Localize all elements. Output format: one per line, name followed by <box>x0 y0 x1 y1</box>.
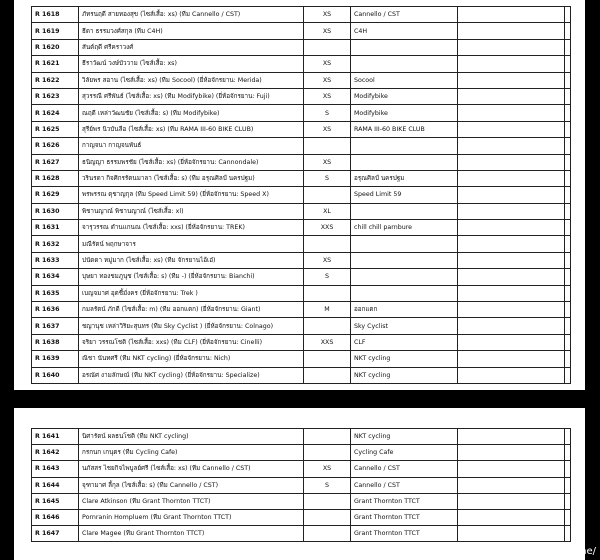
runner-id-cell: R 1621 <box>32 56 79 72</box>
runner-id-cell: R 1643 <box>32 461 79 477</box>
empty-cell <box>565 318 571 334</box>
empty-cell <box>458 493 565 509</box>
runner-name-cell: ณิชา นันทศรี (ทีม NKT cycling) (ยี่ห้อจักรยาน: Nich) <box>79 351 304 367</box>
empty-cell <box>565 334 571 350</box>
team-cell <box>351 154 458 170</box>
runner-id-cell: R 1628 <box>32 170 79 186</box>
table-row <box>32 39 571 55</box>
empty-cell <box>565 72 571 88</box>
shirt-size-cell: XXS <box>304 334 351 350</box>
runner-name-cell: ธีราวัฒน์ วงษ์บัววาม (ไซส์เสื้อ: xs) <box>79 56 304 72</box>
team-cell <box>351 285 458 301</box>
team-cell <box>351 138 458 154</box>
empty-cell <box>565 23 571 39</box>
runner-id-cell: R 1631 <box>32 220 79 236</box>
shirt-size-cell: M <box>304 302 351 318</box>
team-cell: chill chill parnbure <box>351 220 458 236</box>
runner-name-cell: วิลัยพร สอาน (ไซส์เสื้อ: xs) (ทีม Socool) (ยี่ห้อจักรยาน: Merida) <box>79 72 304 88</box>
runner-id-cell: R 1636 <box>32 302 79 318</box>
shirt-size-cell <box>304 285 351 301</box>
shirt-size-cell <box>304 367 351 383</box>
runner-name-cell: ภัทรนฤดี สายทองสุข (ไซส์เสื้อ: xs) (ทีม Cannello / CST) <box>79 7 304 23</box>
runner-id-cell: R 1644 <box>32 477 79 493</box>
empty-cell <box>458 252 565 268</box>
runner-name-cell: อรณัศ งามลักษณ์ (ทีม NKT cycling) (ยี่ห้อจักรยาน: Specialize) <box>79 367 304 383</box>
team-cell: Speed Limit 59 <box>351 187 458 203</box>
runner-name-cell: ธีดา ธรรมวงศ์สกุล (ทีม C4H) <box>79 23 304 39</box>
table-row <box>32 526 571 542</box>
shirt-size-cell: XS <box>304 72 351 88</box>
table-row <box>32 23 571 39</box>
runner-name-cell: Clare Magee (ทีม Grant Thornton TTCT) <box>79 526 304 542</box>
runner-name-cell: จุฑามาศ ลี้กุล (ไซส์เสื้อ: s) (ทีม Cannello / CST) <box>79 477 304 493</box>
empty-cell <box>458 138 565 154</box>
runner-id-cell: R 1630 <box>32 203 79 219</box>
shirt-size-cell: XS <box>304 56 351 72</box>
table-row <box>32 367 571 383</box>
runner-name-cell: จริยา วรรณโชติ (ไซส์เสื้อ: xxs) (ทีม CLF) (ยี่ห้อจักรยาน: Cinelli) <box>79 334 304 350</box>
empty-cell <box>565 203 571 219</box>
runner-id-cell: R 1622 <box>32 72 79 88</box>
runner-id-cell: R 1623 <box>32 88 79 104</box>
runner-id-cell: R 1629 <box>32 187 79 203</box>
shirt-size-cell <box>304 351 351 367</box>
empty-cell <box>458 105 565 121</box>
team-cell: CLF <box>351 334 458 350</box>
table-row <box>32 461 571 477</box>
shirt-size-cell: S <box>304 477 351 493</box>
shirt-size-cell <box>304 509 351 525</box>
table-row <box>32 88 571 104</box>
document-page-2 <box>14 408 585 560</box>
shirt-size-cell <box>304 429 351 445</box>
runner-name-cell: เบญจมาศ อุตชี้มั่งคร (ยี่ห้อจักรยาน: Trek ) <box>79 285 304 301</box>
watermark-text: [1080x976] https://upic.me/ <box>455 546 596 557</box>
table-row <box>32 187 571 203</box>
empty-cell <box>458 429 565 445</box>
empty-cell <box>458 509 565 525</box>
runner-name-cell: วรินรดา กิจศิกรรัตนมาลา (ไซส์เสื้อ: s) (ทีม อรุณศิลป์ นครปฐม) <box>79 170 304 186</box>
empty-cell <box>458 477 565 493</box>
table-row <box>32 203 571 219</box>
shirt-size-cell <box>304 236 351 252</box>
runner-id-cell: R 1642 <box>32 445 79 461</box>
empty-cell <box>458 351 565 367</box>
team-cell <box>351 56 458 72</box>
shirt-size-cell: XS <box>304 23 351 39</box>
runner-id-cell: R 1639 <box>32 351 79 367</box>
runner-id-cell: R 1638 <box>32 334 79 350</box>
runner-id-cell: R 1633 <box>32 252 79 268</box>
team-cell <box>351 252 458 268</box>
empty-cell <box>565 154 571 170</box>
table-row <box>32 445 571 461</box>
table-row <box>32 334 571 350</box>
runner-id-cell: R 1618 <box>32 7 79 23</box>
shirt-size-cell <box>304 493 351 509</box>
empty-cell <box>565 170 571 186</box>
team-cell: NKT cycling <box>351 367 458 383</box>
runner-id-cell: R 1624 <box>32 105 79 121</box>
table-row <box>32 170 571 186</box>
registration-table-page-1 <box>31 6 571 384</box>
runner-id-cell: R 1632 <box>32 236 79 252</box>
team-cell: Modifybike <box>351 88 458 104</box>
runner-name-cell: ปนัดดา หมู่มาก (ไซส์เสื้อ: xs) (ทีม จักรยานไอ้เอ๋) <box>79 252 304 268</box>
runner-id-cell: R 1620 <box>32 39 79 55</box>
runner-name-cell: กมลรัตน์ ภักดี (ไซส์เสื้อ: m) (ทีม ออกแตก) (ยี่ห้อจักรยาน: Giant) <box>79 302 304 318</box>
runner-id-cell: R 1637 <box>32 318 79 334</box>
shirt-size-cell: XXS <box>304 220 351 236</box>
runner-name-cell: Clare Atkinson (ทีม Grant Thornton TTCT) <box>79 493 304 509</box>
empty-cell <box>565 138 571 154</box>
team-cell: Sky Cyclist <box>351 318 458 334</box>
registration-table-page-2 <box>31 428 571 542</box>
table-row <box>32 509 571 525</box>
runner-name-cell: ชญานุช เหล่าวิริยะสุนทร (ทีม Sky Cyclist ) (ยี่ห้อจักรยาน: Colnago) <box>79 318 304 334</box>
table-row <box>32 105 571 121</box>
empty-cell <box>458 56 565 72</box>
runner-name-cell: จารุวรรณ ดำนแกนณ (ไซส์เสื้อ: xxs) (ยี่ห้อจักรยาน: TREK) <box>79 220 304 236</box>
team-cell: Cycling Cafe <box>351 445 458 461</box>
empty-cell <box>565 429 571 445</box>
table-row <box>32 429 571 445</box>
table-row <box>32 154 571 170</box>
table-row <box>32 138 571 154</box>
runner-name-cell: พรพรรณ ดุชาญกุล (ทีม Speed Limit 59) (ยี่ห้อจักรยาน: Speed X) <box>79 187 304 203</box>
empty-cell <box>458 236 565 252</box>
empty-cell <box>565 477 571 493</box>
shirt-size-cell <box>304 318 351 334</box>
shirt-size-cell: XS <box>304 121 351 137</box>
runner-name-cell: สันต์ฤดี ศรีคราวงศ์ <box>79 39 304 55</box>
runner-id-cell: R 1634 <box>32 269 79 285</box>
shirt-size-cell: XS <box>304 7 351 23</box>
shirt-size-cell: XS <box>304 461 351 477</box>
empty-cell <box>565 39 571 55</box>
runner-name-cell: บุษยา ทองชมภูนุช (ไซส์เสื้อ: s) (ทีม -) (ยี่ห้อจักรยาน: Bianchi) <box>79 269 304 285</box>
runner-id-cell: R 1627 <box>32 154 79 170</box>
table-row <box>32 269 571 285</box>
empty-cell <box>565 220 571 236</box>
runner-id-cell: R 1647 <box>32 526 79 542</box>
empty-cell <box>565 285 571 301</box>
empty-cell <box>565 445 571 461</box>
empty-cell <box>458 220 565 236</box>
empty-cell <box>458 445 565 461</box>
runner-name-cell: Pornranin Hompluem (ทีม Grant Thornton TTCT) <box>79 509 304 525</box>
runner-id-cell: R 1626 <box>32 138 79 154</box>
team-cell: NKT cycling <box>351 351 458 367</box>
team-cell: Grant Thornton TTCT <box>351 493 458 509</box>
runner-name-cell: มณีรัตน์ พฤกษาจาร <box>79 236 304 252</box>
runner-id-cell: R 1646 <box>32 509 79 525</box>
runner-name-cell: กรกนก เกนุตร (ทีม Cycling Cafe) <box>79 445 304 461</box>
table-row <box>32 252 571 268</box>
team-cell: Cannello / CST <box>351 7 458 23</box>
team-cell: Grant Thornton TTCT <box>351 509 458 525</box>
shirt-size-cell: S <box>304 170 351 186</box>
team-cell: RAMA III-60 BIKE CLUB <box>351 121 458 137</box>
team-cell: ออกแตก <box>351 302 458 318</box>
shirt-size-cell <box>304 445 351 461</box>
table-row <box>32 7 571 23</box>
runner-name-cell: ธนิญญา ธรรมพรชัย (ไซส์เสื้อ: xs) (ยี่ห้อจักรยาน: Cannondale) <box>79 154 304 170</box>
table-row <box>32 351 571 367</box>
table-row <box>32 285 571 301</box>
empty-cell <box>565 493 571 509</box>
shirt-size-cell <box>304 138 351 154</box>
table-row <box>32 220 571 236</box>
empty-cell <box>458 334 565 350</box>
table-row <box>32 318 571 334</box>
runner-name-cell: นิศารัตน์ ผลธนโชติ (ทีม NKT cycling) <box>79 429 304 445</box>
empty-cell <box>565 509 571 525</box>
team-cell: Grant Thornton TTCT <box>351 526 458 542</box>
team-cell: Cannello / CST <box>351 477 458 493</box>
team-cell <box>351 39 458 55</box>
empty-cell <box>458 285 565 301</box>
empty-cell <box>565 121 571 137</box>
empty-cell <box>565 105 571 121</box>
table-row <box>32 493 571 509</box>
empty-cell <box>458 170 565 186</box>
shirt-size-cell: XS <box>304 252 351 268</box>
table-row <box>32 302 571 318</box>
empty-cell <box>565 236 571 252</box>
runner-id-cell: R 1645 <box>32 493 79 509</box>
empty-cell <box>458 23 565 39</box>
runner-name-cell: ณฤดี เหล่าวัฒนชัย (ไซส์เสื้อ: s) (ทีม Modifybike) <box>79 105 304 121</box>
table-row <box>32 56 571 72</box>
empty-cell <box>565 302 571 318</box>
empty-cell <box>458 88 565 104</box>
shirt-size-cell: S <box>304 105 351 121</box>
runner-id-cell: R 1640 <box>32 367 79 383</box>
empty-cell <box>565 88 571 104</box>
runner-name-cell: พิชานญาณ์ พิชานญาณ์ (ไซส์เสื้อ: xl) <box>79 203 304 219</box>
shirt-size-cell: XL <box>304 203 351 219</box>
empty-cell <box>458 154 565 170</box>
empty-cell <box>458 72 565 88</box>
shirt-size-cell <box>304 39 351 55</box>
shirt-size-cell: XS <box>304 154 351 170</box>
empty-cell <box>565 187 571 203</box>
runner-name-cell: สุวรรณี ศรีพันธ์ (ไซส์เสื้อ: xs) (ทีม Modifybike) (ยี่ห้อจักรยาน: Fuji) <box>79 88 304 104</box>
table-row <box>32 236 571 252</box>
empty-cell <box>458 318 565 334</box>
empty-cell <box>565 351 571 367</box>
runner-name-cell: นภัสสร ไชยกิจไพบูลย์ศรี (ไซส์เสื้อ: xs) (ทีม Cannello / CST) <box>79 461 304 477</box>
team-cell: อรุณศิลป์ นครปฐม <box>351 170 458 186</box>
team-cell: Socool <box>351 72 458 88</box>
shirt-size-cell <box>304 526 351 542</box>
runner-id-cell: R 1625 <box>32 121 79 137</box>
table-row <box>32 72 571 88</box>
team-cell <box>351 203 458 219</box>
empty-cell <box>565 461 571 477</box>
shirt-size-cell: S <box>304 269 351 285</box>
empty-cell <box>458 203 565 219</box>
shirt-size-cell <box>304 187 351 203</box>
table-row <box>32 477 571 493</box>
empty-cell <box>458 187 565 203</box>
empty-cell <box>565 7 571 23</box>
shirt-size-cell: XS <box>304 88 351 104</box>
empty-cell <box>458 121 565 137</box>
empty-cell <box>565 269 571 285</box>
empty-cell <box>565 367 571 383</box>
empty-cell <box>458 367 565 383</box>
empty-cell <box>458 526 565 542</box>
empty-cell <box>565 526 571 542</box>
team-cell: NKT cycling <box>351 429 458 445</box>
empty-cell <box>458 461 565 477</box>
runner-id-cell: R 1619 <box>32 23 79 39</box>
runner-id-cell: R 1635 <box>32 285 79 301</box>
team-cell <box>351 269 458 285</box>
team-cell: Modifybike <box>351 105 458 121</box>
runner-id-cell: R 1641 <box>32 429 79 445</box>
table-row <box>32 121 571 137</box>
empty-cell <box>458 39 565 55</box>
runner-name-cell: กาญจนา กาญจนพันธ์ <box>79 138 304 154</box>
team-cell <box>351 236 458 252</box>
empty-cell <box>458 302 565 318</box>
team-cell: Cannello / CST <box>351 461 458 477</box>
empty-cell <box>565 56 571 72</box>
empty-cell <box>565 252 571 268</box>
runner-name-cell: สุรีย์พร นิวบันลือ (ไซส์เสื้อ: xs) (ทีม RAMA III-60 BIKE CLUB) <box>79 121 304 137</box>
document-page-1 <box>14 0 585 390</box>
empty-cell <box>458 7 565 23</box>
team-cell: C4H <box>351 23 458 39</box>
empty-cell <box>458 269 565 285</box>
